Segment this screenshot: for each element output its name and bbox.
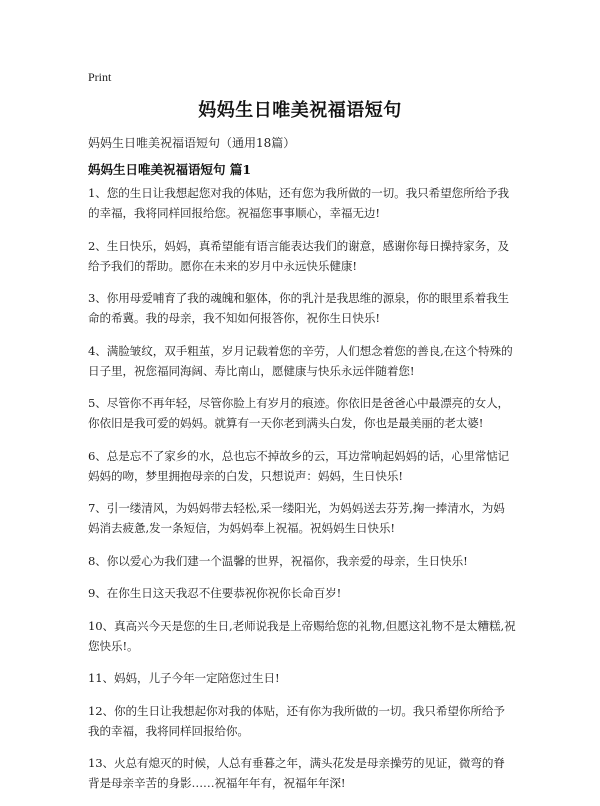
section-heading: 妈妈生日唯美祝福语短句 篇1 — [88, 162, 252, 177]
document-body — [88, 183, 516, 806]
document-subtitle: 妈妈生日唯美祝福语短句（通用18篇） — [88, 136, 296, 150]
print-label: Print — [88, 70, 112, 84]
paragraph-2: 2、生日快乐，妈妈，真希望能有语言能表达我们的谢意，感谢你每日操持家务，及给予我们的帮助。愿你在未来的岁月中永远快乐健康! — [88, 238, 510, 273]
paragraph-8: 8、你以爱心为我们建一个温馨的世界，祝福你，我亲爱的母亲，生日快乐! — [88, 553, 468, 568]
paragraph-7: 7、引一缕清风，为妈妈带去轻松,采一缕阳光，为妈妈送去芬芳,掬一捧清水，为妈妈消去疲惫,发一条短信，为妈妈奉上祝福。祝妈妈生日快乐! — [88, 501, 505, 535]
paragraph-4: 4、满脸皱纹，双手粗茧，岁月记载着您的辛劳，人们想念着您的善良,在这个特殊的日子里，祝您福同海阔、寿比南山，愿健康与快乐永远伴随着您! — [88, 343, 513, 378]
paragraph-13: 13、火总有熄灭的时候，人总有垂暮之年，满头花发是母亲操劳的见证，微弯的脊背是母亲辛苦的身影……祝福年年有，祝福年年深! — [88, 756, 505, 790]
paragraph-10: 10、真高兴今天是您的生日,老师说我是上帝赐给您的礼物,但愿这礼物不是太糟糕,祝您快乐!。 — [88, 618, 516, 653]
paragraph-3: 3、你用母爱哺育了我的魂魄和躯体，你的乳汁是我思维的源泉，你的眼里系着我生命的希冀。我的母亲，我不知如何报答你，祝你生日快乐! — [88, 291, 510, 325]
page-title: 妈妈生日唯美祝福语短句 — [198, 100, 402, 121]
paragraph-11: 11、妈妈，儿子今年一定陪您过生日! — [88, 671, 280, 685]
paragraph-12: 12、你的生日让我想起你对我的体贴，还有你为我所做的一切。我只希望你所给予我的幸福，我将同样回报给你。 — [88, 703, 505, 738]
paragraph-6: 6、总是忘不了家乡的水，总也忘不掉故乡的云，耳边常响起妈妈的话，心里常惦记妈妈的吻，梦里拥抱母亲的白发，只想说声：妈妈，生日快乐! — [88, 448, 510, 483]
paragraph-5: 5、尽管你不再年轻，尽管你脸上有岁月的痕迹。你依旧是爸爸心中最漂亮的女人，你依旧是我可爱的妈妈。就算有一天你老到满头白发，你也是最美丽的老太婆! — [88, 396, 510, 430]
paragraph-9: 9、在你生日这天我忍不住要恭祝你祝你长命百岁! — [88, 586, 342, 600]
paragraph-1: 1、您的生日让我想起您对我的体贴，还有您为我所做的一切。我只希望您所给予我的幸福，我将同样回报给您。祝福您事事顺心，幸福无边! — [88, 186, 510, 220]
